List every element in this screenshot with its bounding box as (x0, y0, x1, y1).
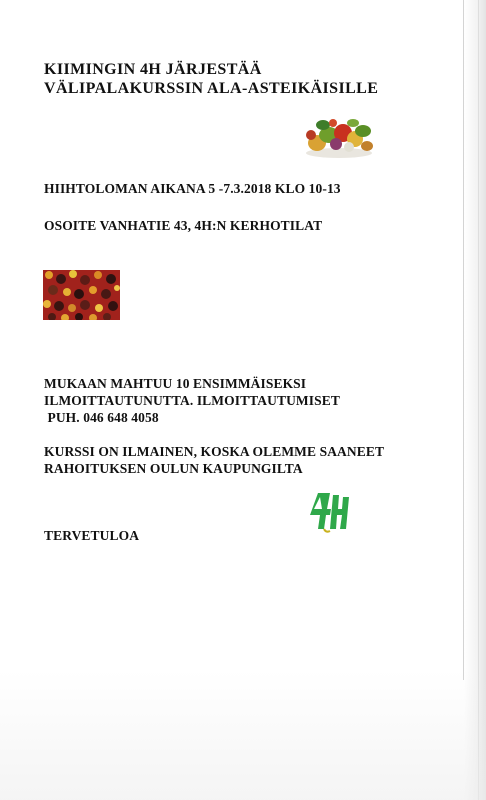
funding-line-1: KURSSI ON ILMAINEN, KOSKA OLEMME SAANEET (44, 444, 385, 459)
flyer-title (44, 60, 378, 98)
vegetable-basket-image (303, 113, 375, 159)
schedule-text: HIIHTOLOMAN AIKANA 5 -7.3.2018 KLO 10-13 (44, 181, 341, 196)
funding-line-2: RAHOITUKSEN OULUN KAUPUNGILTA (44, 461, 303, 476)
4h-logo (300, 485, 352, 537)
phone-text: PUH. 046 648 4058 (44, 410, 159, 425)
registration-line-1: MUKAAN MAHTUU 10 ENSIMMÄISEKSI (44, 376, 307, 391)
food-mosaic-image (43, 270, 120, 320)
welcome-text: TERVETULOA (44, 528, 140, 543)
address-text: OSOITE VANHATIE 43, 4H:N KERHOTILAT (44, 218, 323, 233)
registration-line-2: ILMOITTAUTUNUTTA. ILMOITTAUTUMISET (44, 393, 340, 408)
title-line-2: VÄLIPALAKURSSIN ALA-ASTEIKÄISILLE (44, 80, 379, 97)
title-line-1: KIIMINGIN 4H JÄRJESTÄÄ (44, 61, 262, 78)
scan-bottom-shadow (0, 670, 486, 800)
